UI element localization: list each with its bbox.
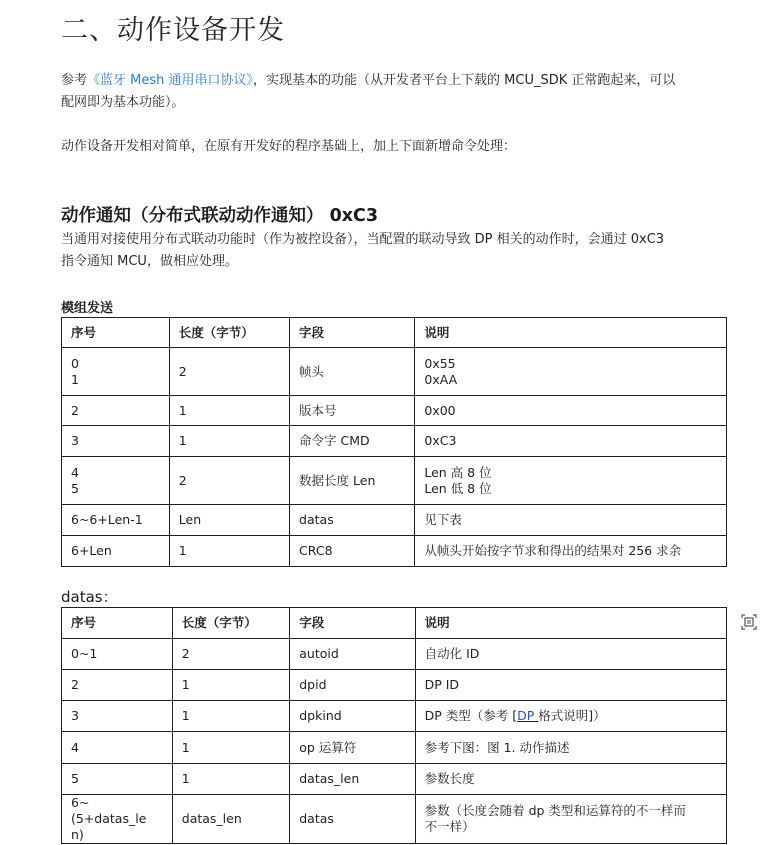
dev-paragraph: 动作设备开发相对简单，在原有开发好的程序基础上，加上下面新增命令处理： [61,139,517,154]
cell-desc: 见下表 [415,505,727,536]
intro-line1-rest: ，实现基本的功能（从开发者平台上下载的 MCU_SDK 正常跑起来，可以 [253,73,676,88]
cell-field: 命令字 CMD [290,426,415,457]
cell-field: CRC8 [290,536,415,567]
cell-length: 1 [169,396,289,426]
cell-field: datas [290,505,415,536]
cell-seq [62,348,170,396]
dp-type-suffix: 格式说明]） [538,708,606,723]
header-seq: 序号 [62,318,170,348]
cell-seq-line2: 5 [71,480,79,496]
cell-length: 1 [169,426,289,457]
cell-field: 帧头 [290,348,415,396]
cell-seq: 3 [62,426,170,457]
cell-seq: 2 [62,396,170,426]
cell-field: 版本号 [290,396,415,426]
cell-field: datas [290,795,415,844]
header-seq: 序号 [62,608,173,639]
table-row [62,764,727,795]
cell-desc [415,457,727,505]
cell-seq-line1: 0 [71,355,79,371]
header-length: 长度（字节） [172,608,289,639]
cell-seq: 3 [62,701,173,732]
cell-desc: 参考下图：图 1. 动作描述 [415,732,726,764]
intro-paragraph [61,70,731,114]
protocol-link[interactable]: 《蓝牙 Mesh 通用串口协议》 [87,73,254,88]
table1-caption: 模组发送 [61,301,114,316]
intro-line2: 配网即为基本功能）。 [61,95,185,110]
cell-seq-line2: 1 [71,371,79,387]
table-header-row [62,608,727,639]
cell-length: 2 [169,348,289,396]
cell-seq-line2: n) [71,827,84,842]
cell-seq-line1: 6~(5+datas_le [71,795,147,826]
cell-desc-line1: 参数（长度会随着 dp 类型和运算符的不一样而 [424,803,686,818]
dp-format-link[interactable] [517,708,538,723]
cell-length: 1 [172,670,289,701]
table-row [62,536,727,567]
header-field: 字段 [290,608,415,639]
cell-length: 1 [172,701,289,732]
cell-field: dpid [290,670,415,701]
table2-caption: datas： [61,588,118,606]
intro-prefix: 参考 [61,73,88,88]
section-description [61,229,731,273]
dp-format-link-text[interactable]: DP [517,708,539,723]
table-row [62,348,727,396]
cell-desc: 自动化 ID [415,639,726,670]
cell-seq: 5 [62,764,173,795]
screenshot-icon-glyph [741,614,757,630]
cell-field: 数据长度 Len [290,457,415,505]
cell-desc-line2: 0xAA [424,371,458,387]
section-desc-line2: 指令通知 MCU，做相应处理。 [61,254,238,269]
table-row [62,795,727,844]
table-row [62,457,727,505]
table-row [62,639,727,670]
dp-type-prefix: DP 类型（参考 [ [424,708,518,723]
datas-table [61,607,727,844]
screenshot-icon[interactable] [738,611,760,633]
cell-length: 2 [172,639,289,670]
header-desc: 说明 [415,318,727,348]
module-send-table [61,317,727,567]
cell-field: op 运算符 [290,732,415,764]
cell-seq: 0~1 [62,639,173,670]
cell-desc: 0xC3 [415,426,727,457]
cell-field: datas_len [290,764,415,795]
cell-length: 2 [169,457,289,505]
cell-field: autoid [290,639,415,670]
cell-desc-line2: Len 低 8 位 [424,480,492,496]
cell-desc: 0x00 [415,396,727,426]
cell-seq-line1: 4 [71,464,79,480]
cell-desc [415,348,727,396]
cell-desc: 从帧头开始按字节求和得出的结果对 256 求余 [415,536,727,567]
cell-desc [415,701,726,732]
cell-length: Len [169,505,289,536]
header-length: 长度（字节） [169,318,289,348]
section-desc-line1: 当通用对接使用分布式联动功能时（作为被控设备），当配置的联动导致 DP 相关的动作时，会通过 0xC3 [61,232,665,247]
table-row [62,732,727,764]
cell-desc: DP ID [415,670,726,701]
table-row [62,670,727,701]
cell-length: 1 [172,732,289,764]
page-title: 二、动作设备开发 [61,15,285,46]
cell-length: datas_len [172,795,289,844]
cell-seq: 2 [62,670,173,701]
cell-desc-line2: 不一样） [424,819,475,834]
table-row [62,396,727,426]
cell-seq: 6~6+Len-1 [62,505,170,536]
section-title: 动作通知（分布式联动动作通知） 0xC3 [61,206,379,226]
cell-seq: 4 [62,732,173,764]
cell-desc [415,795,726,844]
table-row [62,505,727,536]
cell-seq: 6+Len [62,536,170,567]
cell-length: 1 [172,764,289,795]
cell-length: 1 [169,536,289,567]
cell-desc-line1: 0x55 [424,355,456,371]
header-desc: 说明 [415,608,726,639]
cell-field: dpkind [290,701,415,732]
table-row [62,426,727,457]
table-row [62,701,727,732]
cell-seq [62,795,173,844]
cell-seq [62,457,170,505]
cell-desc: 参数长度 [415,764,726,795]
table-header-row [62,318,727,348]
header-field: 字段 [290,318,415,348]
cell-desc-line1: Len 高 8 位 [424,464,492,480]
